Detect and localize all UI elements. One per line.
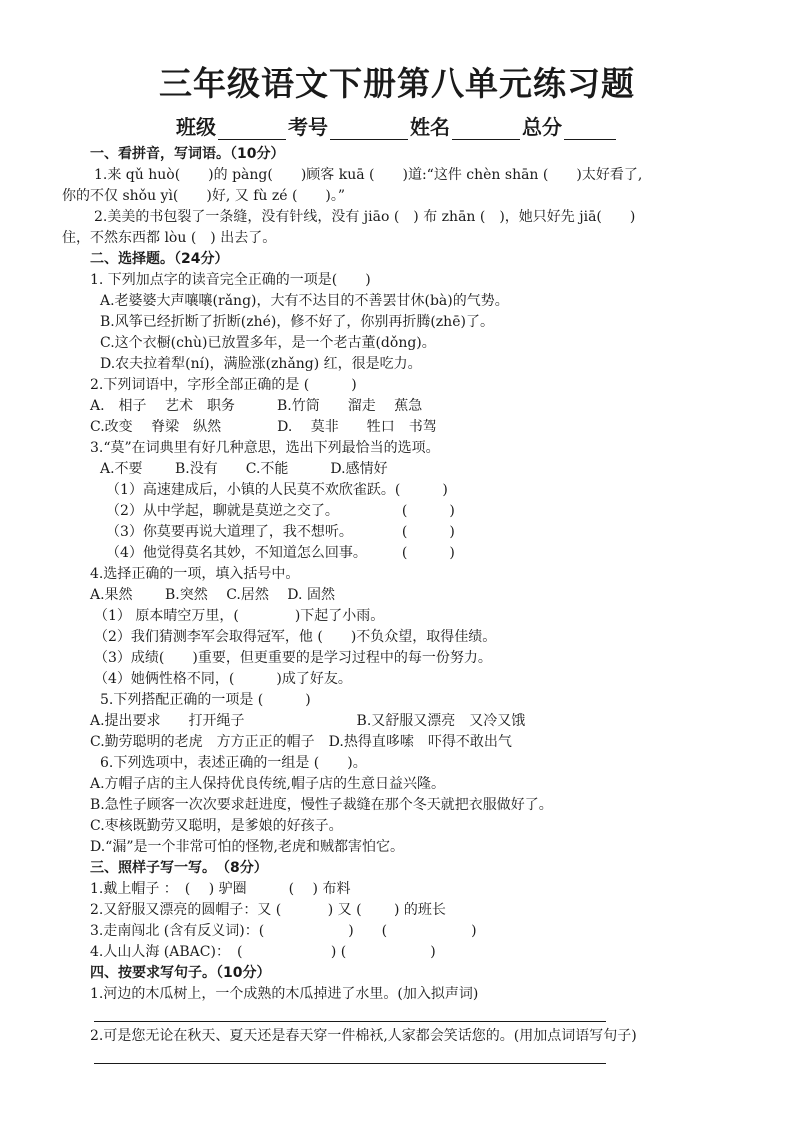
section-3-heading: 三、照样子写一写。 （8分）	[90, 860, 268, 876]
s2-q4-options: A.果然 B.突然 C.居然 D. 固然	[90, 587, 335, 603]
s2-q5: 5.下列搭配正确的一项是 ( )	[100, 692, 311, 708]
s4-q2-answer-line[interactable]	[90, 1047, 740, 1068]
s2-q3-sentence-3: （3）你莫要再说大道理了，我不想听。 ( )	[106, 524, 455, 540]
s1-q2-line2: 住，不然东西都 lòu ( ) 出去了。	[62, 230, 277, 246]
worksheet-content	[62, 144, 740, 1068]
score-blank[interactable]	[564, 117, 616, 140]
s2-q4-sentence-4: （4）她俩性格不同，( )成了好友。	[94, 671, 352, 687]
s2-q3-sentence-4: （4）他觉得莫名其妙，不知道怎么回事。 ( )	[106, 545, 455, 561]
student-info-line	[0, 111, 794, 140]
s2-q6-option-b: B.急性子顾客一次次要求赶进度，慢性子裁缝在那个冬天就把衣服做好了。	[90, 797, 553, 813]
s2-q4-sentence-1: （1） 原本晴空万里，( )下起了小雨。	[94, 608, 385, 624]
s1-q1-line2: 你的不仅 shǒu yì( )好, 又 fù zé ( )。”	[62, 188, 346, 204]
class-blank[interactable]	[218, 117, 286, 140]
s2-q6-option-a: A.方帽子店的主人保持优良传统,帽子店的生意日益兴隆。	[90, 776, 446, 792]
s2-q1-option-a: A.老婆婆大声嚷嚷(rǎng)，大有不达目的不善罢甘休(bà)的气势。	[100, 293, 509, 309]
s3-q3: 3.走南闯北 (含有反义词)：( ) ( )	[90, 923, 477, 939]
s3-q2: 2.又舒服又漂亮的圆帽子：又 ( ) 又 ( ) 的班长	[90, 902, 446, 918]
name-label: 姓名	[410, 115, 450, 139]
s2-q1-option-c: C.这个衣橱(chù)已放置多年，是一个老古董(dǒng)。	[100, 335, 436, 351]
number-blank[interactable]	[330, 117, 408, 140]
s2-q6: 6.下列选项中，表述正确的一组是 ( )。	[100, 755, 367, 771]
s2-q5-options-cd: C.勤劳聪明的老虎 方方正正的帽子 D.热得直哆嗦 吓得不敢出气	[90, 734, 512, 750]
s2-q4-sentence-3: （3）成绩( )重要，但更重要的是学习过程中的每一份努力。	[94, 650, 492, 666]
s2-q5-options-ab: A.提出要求 打开绳子 B.又舒服又漂亮 又冷又饿	[90, 713, 526, 729]
s4-q2: 2.可是您无论在秋天、夏天还是春天穿一件棉袄,人家都会笑话您的。(用加点词语写句子)	[90, 1028, 637, 1044]
section-4-heading: 四、按要求写句子。（10分）	[90, 965, 271, 981]
s2-q3-sentence-1: （1）高速建成后，小镇的人民莫不欢欣雀跃。( )	[106, 482, 448, 498]
name-blank[interactable]	[452, 117, 520, 140]
score-label: 总分	[522, 115, 562, 139]
section-1-heading: 一、看拼音，写词语。（10分）	[90, 146, 285, 162]
s2-q1: 1. 下列加点字的读音完全正确的一项是( )	[90, 272, 371, 288]
s2-q3-options: A.不要 B.没有 C.不能 D.感情好	[100, 461, 388, 477]
section-2-heading: 二、选择题。（24分）	[90, 251, 229, 267]
s2-q3: 3.“莫”在词典里有好几种意思，选出下列最恰当的选项。	[90, 440, 440, 456]
s2-q1-option-b: B.风筝已经折断了折断(zhé)，修不好了，你别再折腾(zhē)了。	[100, 314, 494, 330]
s4-q1: 1.河边的木瓜树上，一个成熟的木瓜掉进了水里。(加入拟声词)	[90, 986, 479, 1002]
class-label: 班级	[176, 115, 216, 139]
s2-q4-sentence-2: （2）我们猜测李军会取得冠军，他 ( )不负众望，取得佳绩。	[94, 629, 497, 645]
s2-q2-options-cd: C.改变 脊梁 纵然 D. 莫非 牲口 书驾	[90, 419, 437, 435]
s2-q6-option-d: D.“漏”是一个非常可怕的怪物,老虎和贼都害怕它。	[90, 839, 404, 855]
page-title: 三年级语文下册第八单元练习题	[159, 64, 635, 103]
s2-q6-option-c: C.枣核既勤劳又聪明，是爹娘的好孩子。	[90, 818, 343, 834]
s2-q4: 4.选择正确的一项，填入括号中。	[90, 566, 300, 582]
s4-q1-answer-line[interactable]	[90, 1005, 740, 1026]
s2-q3-sentence-2: （2）从中学起，聊就是莫逆之交了。 ( )	[106, 503, 455, 519]
s3-q4: 4.人山人海 (ABAC)： ( ) ( )	[90, 944, 436, 960]
s1-q1-line1: 1.来 qǔ huò( )的 pàng( )顾客 kuā ( )道:“这件 chèn shān ( )太好看了,	[94, 167, 643, 183]
s2-q2-options-ab: A. 相子 艺术 职务 B.竹筒 溜走 蕉急	[90, 398, 423, 414]
s3-q1: 1.戴上帽子 ： ( ) 驴圈 ( ) 布料	[90, 881, 351, 897]
s2-q1-option-d: D.农夫拉着犁(ní)，满脸涨(zhǎng) 红，很是吃力。	[100, 356, 422, 372]
s2-q2: 2.下列词语中，字形全部正确的是 ( )	[90, 377, 357, 393]
s1-q2-line1: 2.美美的书包裂了一条缝，没有针线，没有 jiāo ( ) 布 zhān ( )，她只好先 jiā( )	[94, 209, 636, 225]
number-label: 考号	[288, 115, 328, 139]
